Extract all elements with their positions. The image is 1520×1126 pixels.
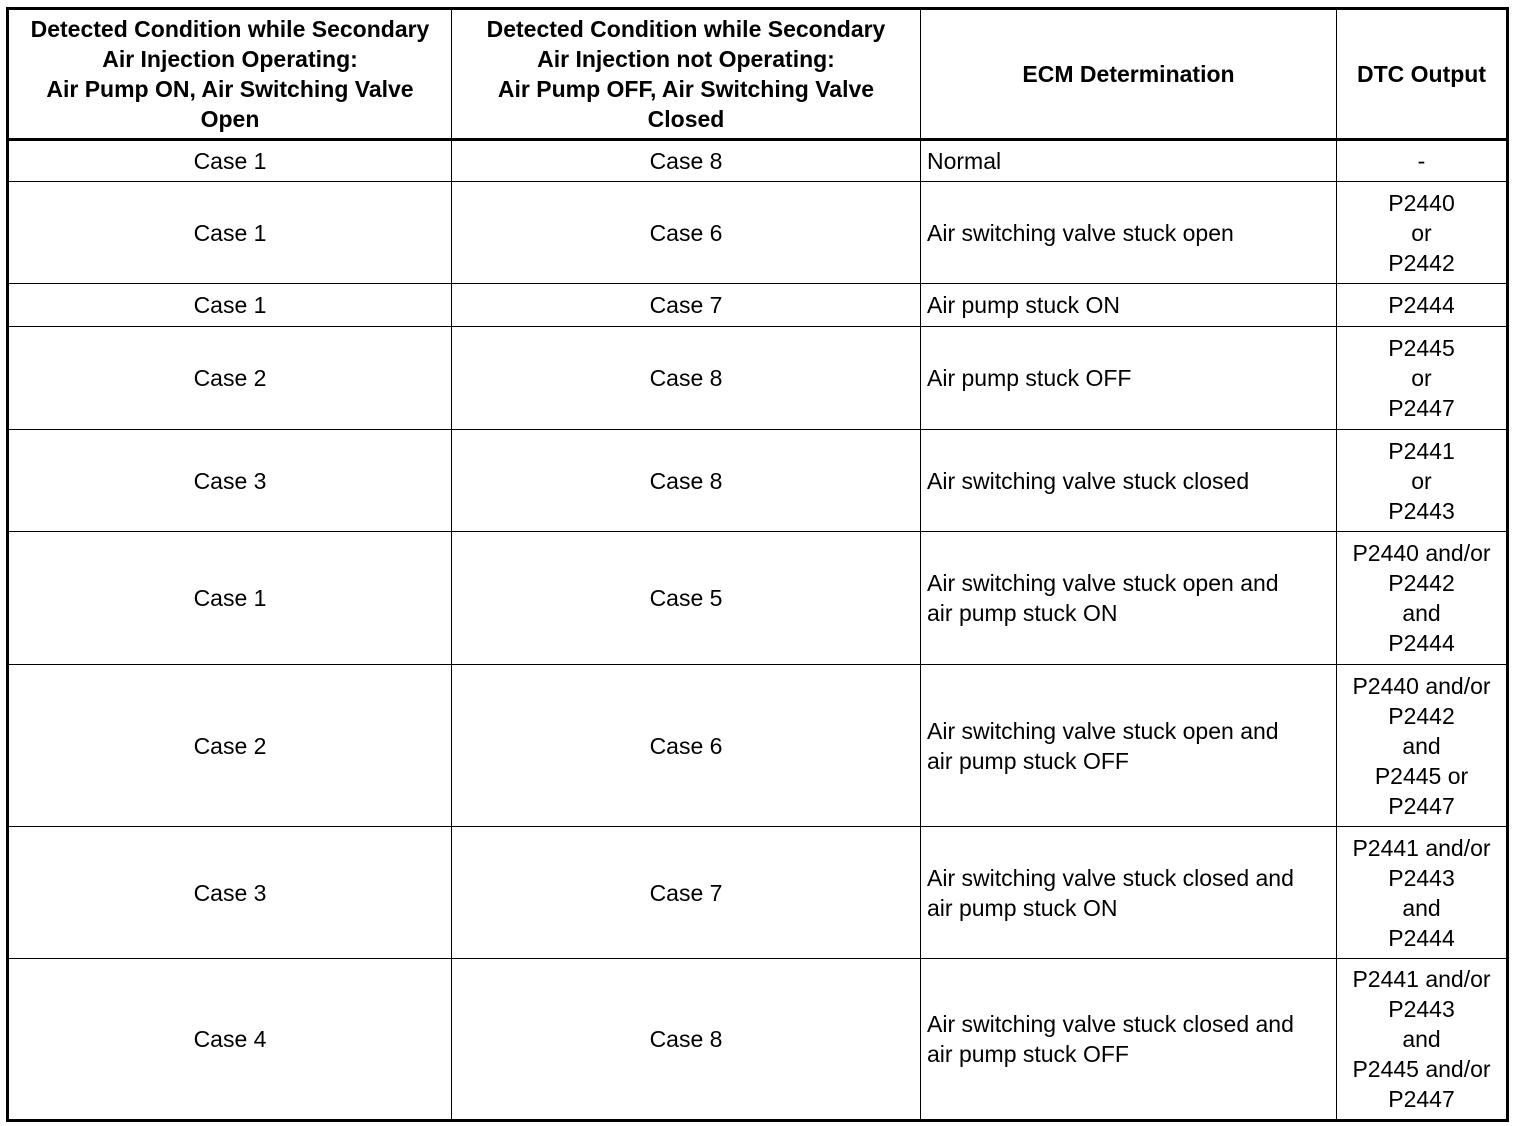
cell-determination: Air switching valve stuck closed and air pump stuck OFF: [921, 959, 1337, 1121]
cell-operating: Case 1: [8, 182, 452, 284]
table-row: [8, 284, 1508, 327]
header-operating-condition: Detected Condition while Secondary Air Injection Operating: Air Pump ON, Air Switching Valve Open: [8, 9, 452, 140]
cell-determination: Air switching valve stuck open and air pump stuck ON: [921, 532, 1337, 665]
cell-not-operating: Case 8: [452, 959, 921, 1121]
table-row: [8, 140, 1508, 182]
cell-dtc: P2441 and/or P2443 and P2444: [1337, 827, 1508, 959]
cell-dtc: P2440 and/or P2442 and P2445 or P2447: [1337, 665, 1508, 827]
cell-determination: Air switching valve stuck open: [921, 182, 1337, 284]
cell-dtc: P2440 or P2442: [1337, 182, 1508, 284]
document-page: [6, 7, 1509, 1122]
table-row: [8, 182, 1508, 284]
table-row: [8, 665, 1508, 827]
cell-dtc: P2441 or P2443: [1337, 430, 1508, 532]
cell-not-operating: Case 7: [452, 284, 921, 327]
header-dtc-output: DTC Output: [1337, 9, 1508, 140]
table-row: [8, 327, 1508, 430]
cell-dtc: P2440 and/or P2442 and P2444: [1337, 532, 1508, 665]
table-row: [8, 532, 1508, 665]
cell-dtc: P2445 or P2447: [1337, 327, 1508, 430]
cell-not-operating: Case 8: [452, 140, 921, 182]
cell-operating: Case 3: [8, 827, 452, 959]
cell-dtc: P2444: [1337, 284, 1508, 327]
cell-not-operating: Case 6: [452, 182, 921, 284]
cell-determination: Air switching valve stuck open and air pump stuck OFF: [921, 665, 1337, 827]
cell-operating: Case 1: [8, 140, 452, 182]
cell-operating: Case 2: [8, 327, 452, 430]
cell-operating: Case 2: [8, 665, 452, 827]
cell-dtc: P2441 and/or P2443 and P2445 and/or P2447: [1337, 959, 1508, 1121]
cell-determination: Air pump stuck ON: [921, 284, 1337, 327]
cell-determination: Air switching valve stuck closed and air pump stuck ON: [921, 827, 1337, 959]
cell-not-operating: Case 6: [452, 665, 921, 827]
header-ecm-determination: ECM Determination: [921, 9, 1337, 140]
ecm-determination-table: [6, 7, 1509, 1122]
table-row: [8, 430, 1508, 532]
table-row: [8, 959, 1508, 1121]
cell-not-operating: Case 7: [452, 827, 921, 959]
cell-operating: Case 3: [8, 430, 452, 532]
header-row: [8, 9, 1508, 140]
cell-not-operating: Case 5: [452, 532, 921, 665]
cell-operating: Case 4: [8, 959, 452, 1121]
table-row: [8, 827, 1508, 959]
header-not-operating-condition: Detected Condition while Secondary Air Injection not Operating: Air Pump OFF, Air Switching Valve Closed: [452, 9, 921, 140]
cell-operating: Case 1: [8, 532, 452, 665]
cell-determination: Air pump stuck OFF: [921, 327, 1337, 430]
cell-not-operating: Case 8: [452, 327, 921, 430]
cell-operating: Case 1: [8, 284, 452, 327]
cell-not-operating: Case 8: [452, 430, 921, 532]
cell-determination: Normal: [921, 140, 1337, 182]
cell-determination: Air switching valve stuck closed: [921, 430, 1337, 532]
cell-dtc: -: [1337, 140, 1508, 182]
